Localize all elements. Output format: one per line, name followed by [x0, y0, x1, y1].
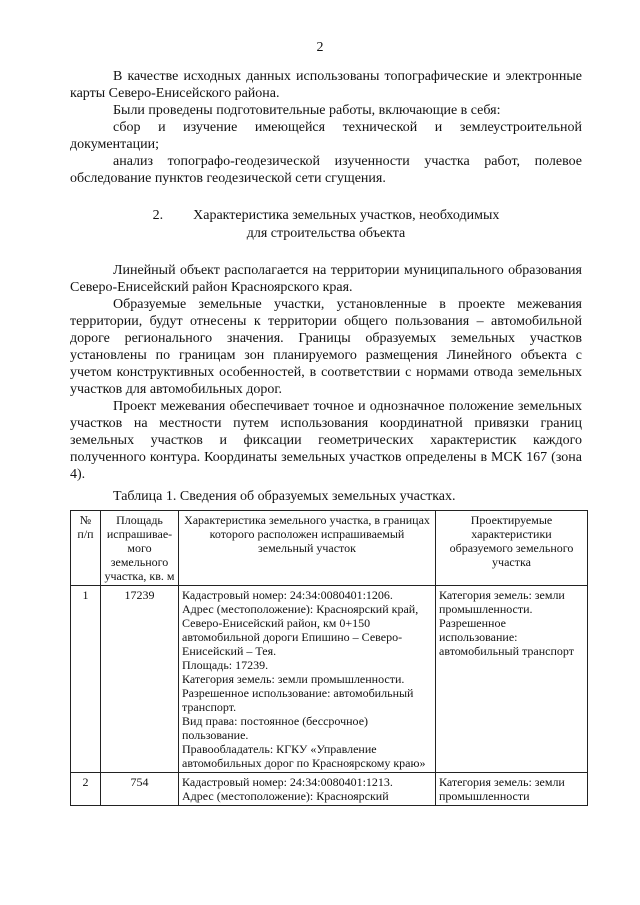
land-plots-table [70, 510, 588, 806]
cell-number: 2 [71, 773, 101, 806]
char-line: Адрес (местоположение): Красноярский край, Северо-Енисейский район, км 0+150 автомобильной дороги Епишино – Северо-Енисейский – Тея. [182, 602, 419, 658]
intro-paragraph: Были проведены подготовительные работы, включающие в себя: [113, 103, 501, 118]
header-number: № п/п [71, 511, 101, 586]
intro-block [70, 68, 582, 187]
proj-line: Категория земель: земли промышленности. [439, 588, 565, 616]
section-number: 2. [152, 208, 164, 223]
proj-line: Разрешенное использование: автомобильный транспорт [439, 616, 575, 658]
char-line: Вид права: постоянное (бессрочное) пользование. [182, 714, 369, 742]
section-heading [70, 207, 582, 243]
char-line: Кадастровый номер: 24:34:0080401:1213. [182, 775, 393, 789]
cell-projected [436, 586, 588, 773]
section-title-line1: Характеристика земельных участков, необходимых [193, 208, 500, 223]
char-line: Разрешенное использование: автомобильный транспорт. [182, 686, 414, 714]
intro-paragraph: анализ топографо-геодезической изученности участка работ, полевое обследование пунктов геодезической сети сгущения. [70, 154, 582, 186]
table-header-row [71, 511, 588, 586]
proj-line: Категория земель: земли промышленности [439, 775, 565, 803]
cell-projected [436, 773, 588, 806]
cell-area: 17239 [101, 586, 179, 773]
body-block [70, 262, 582, 483]
cell-area: 754 [101, 773, 179, 806]
char-line: Категория земель: земли промышленности. [182, 672, 405, 686]
section-title-line2: для строительства объекта [246, 226, 406, 241]
body-paragraph: Образуемые земельные участки, установленные в проекте межевания территории, будут отнесены к территории общего пользования – автомобильной дороге регионального значения. Границы образуемых земельных участков установлены по границам зон планируемого размещения Линейного объекта с учетом конструктивных особенностей, в соответствии с нормами отвода земельных участков для автомобильных дорог. [70, 297, 582, 397]
cell-number: 1 [71, 586, 101, 773]
header-characteristic: Характеристика земельного участка, в границах которого расположен испрашиваемый земельный участок [179, 511, 436, 586]
page-number: 2 [316, 40, 324, 55]
char-line: Площадь: 17239. [182, 658, 269, 672]
intro-paragraph: сбор и изучение имеющейся технической и землеустроительной документации; [70, 120, 582, 152]
table-row [71, 773, 588, 806]
header-projected: Проектируемые характеристики образуемого земельного участка [436, 511, 588, 586]
char-line: Правообладатель: КГКУ «Управление автомобильных дорог по Красноярскому краю» [182, 742, 426, 770]
header-area: Площадь испрашивае-мого земельного участка, кв. м [101, 511, 179, 586]
table-row [71, 586, 588, 773]
body-paragraph: Линейный объект располагается на территории муниципального образования Северо-Енисейский район Красноярского края. [70, 263, 582, 295]
cell-characteristic [179, 586, 436, 773]
intro-paragraph: В качестве исходных данных использованы топографические и электронные карты Северо-Енисейского района. [70, 69, 582, 101]
table-caption: Таблица 1. Сведения об образуемых земельных участках. [113, 489, 456, 504]
cell-characteristic [179, 773, 436, 806]
char-line: Адрес (местоположение): Красноярский [182, 789, 389, 803]
char-line: Кадастровый номер: 24:34:0080401:1206. [182, 588, 393, 602]
body-paragraph: Проект межевания обеспечивает точное и однозначное положение земельных участков на местности путем использования координатной привязки границ земельных участков и фиксации геометрических характеристик каждого полученного контура. Координаты земельных участков определены в МСК 167 (зона 4). [70, 399, 582, 482]
